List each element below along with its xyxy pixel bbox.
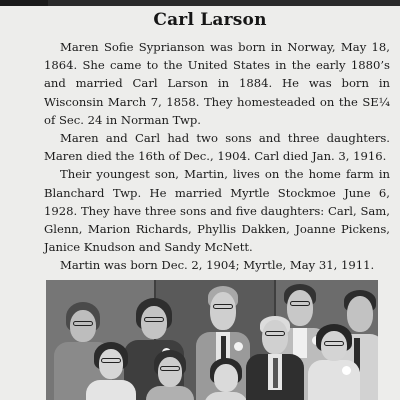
article-body: [44, 38, 390, 275]
paragraph-3: Their youngest son, Martin, lives on the home farm in Blanchard Twp. He married Myrtle Stockmoe June 6, 1928. They have three sons and five daughters: Carl, Sam, Glenn, Marion Richards, Phyllis Dakken, Joanne Pickens, Janice Knudson and Sandy McNett.: [44, 167, 390, 255]
paragraph-1: Maren Sofie Syprianson was born in Norway, May 18, 1864. She came to the United States in the early 1880’s and married Carl Larson in 1884. He was born in Wisconsin March 7, 1858. They homesteaded on the SE¼ of Sec. 24 in Norman Twp.: [44, 40, 390, 127]
page-top-edge: [0, 0, 400, 6]
paragraph-2: Maren and Carl had two sons and three daughters. Maren died the 16th of Dec., 1904. Carl died Jan. 3, 1916.: [44, 131, 390, 164]
family-photo: [46, 280, 378, 400]
paragraph-4: Martin was born Dec. 2, 1904; Myrtle, May 31, 1911.: [60, 258, 375, 273]
article-title: Carl Larson: [153, 10, 267, 30]
page-top-edge-dark: [0, 0, 48, 6]
